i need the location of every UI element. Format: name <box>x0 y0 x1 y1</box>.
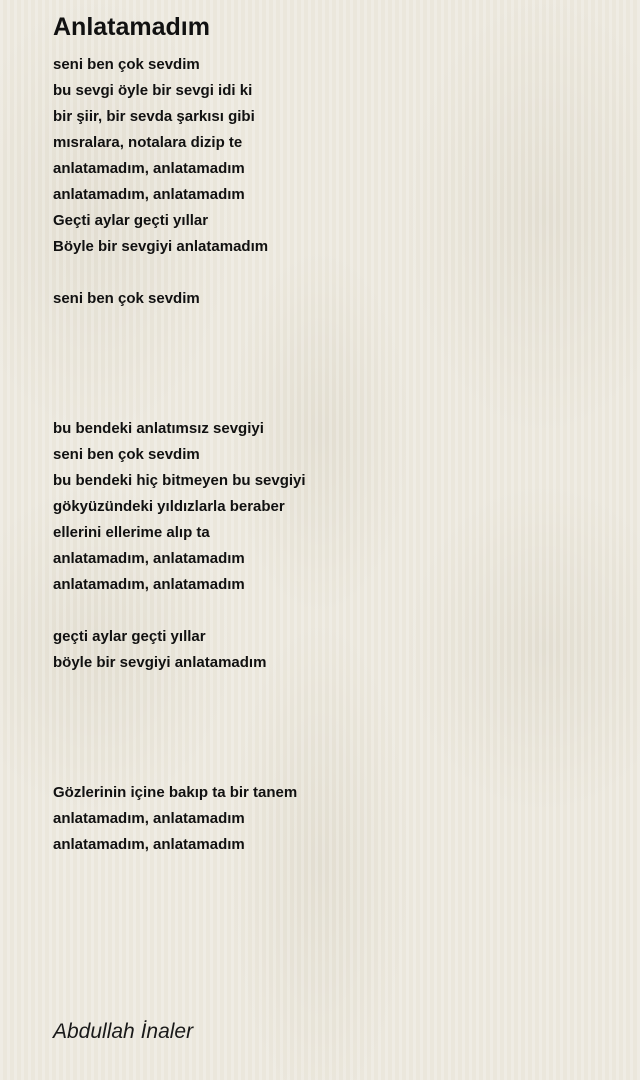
poem-line: geçti aylar geçti yıllar <box>53 628 206 645</box>
poem-line: anlatamadım, anlatamadım <box>53 836 245 853</box>
poem-line: anlatamadım, anlatamadım <box>53 186 245 203</box>
stanza-gap <box>53 260 613 286</box>
stanza-gap <box>53 390 613 416</box>
stanza-gap <box>53 702 613 728</box>
poem-line: bu bendeki hiç bitmeyen bu sevgiyi <box>53 472 306 489</box>
poem-line: bu bendeki anlatımsız sevgiyi <box>53 420 264 437</box>
stanza-gap <box>53 676 613 702</box>
poem-line: böyle bir sevgiyi anlatamadım <box>53 654 267 671</box>
poem-line: Böyle bir sevgiyi anlatamadım <box>53 238 269 255</box>
poem-body <box>53 52 613 858</box>
poem-author: Abdullah İnaler <box>53 1020 194 1043</box>
stanza-gap <box>53 364 613 390</box>
poem-line: anlatamadım, anlatamadım <box>53 810 245 827</box>
poem-line: Gözlerinin içine bakıp ta bir tanem <box>53 784 298 801</box>
poem-line: bu sevgi öyle bir sevgi idi ki <box>53 82 253 99</box>
poem-line: anlatamadım, anlatamadım <box>53 550 245 567</box>
poem-line: mısralara, notalara dizip te <box>53 134 243 151</box>
poem-line: Geçti aylar geçti yıllar <box>53 212 209 229</box>
poem-line: seni ben çok sevdim <box>53 446 200 463</box>
stanza-gap <box>53 754 613 780</box>
poem-line: anlatamadım, anlatamadım <box>53 576 245 593</box>
stanza-gap <box>53 598 613 624</box>
stanza-gap <box>53 312 613 338</box>
poem-line: ellerini ellerime alıp ta <box>53 524 210 541</box>
stanza-gap <box>53 338 613 364</box>
poem-line: seni ben çok sevdim <box>53 56 200 73</box>
stanza-gap <box>53 728 613 754</box>
poem-line: seni ben çok sevdim <box>53 290 200 307</box>
poem-title: Anlatamadım <box>53 13 210 41</box>
poem-line: bir şiir, bir sevda şarkısı gibi <box>53 108 255 125</box>
poem-line: gökyüzündeki yıldızlarla beraber <box>53 498 285 515</box>
poem-line: anlatamadım, anlatamadım <box>53 160 245 177</box>
